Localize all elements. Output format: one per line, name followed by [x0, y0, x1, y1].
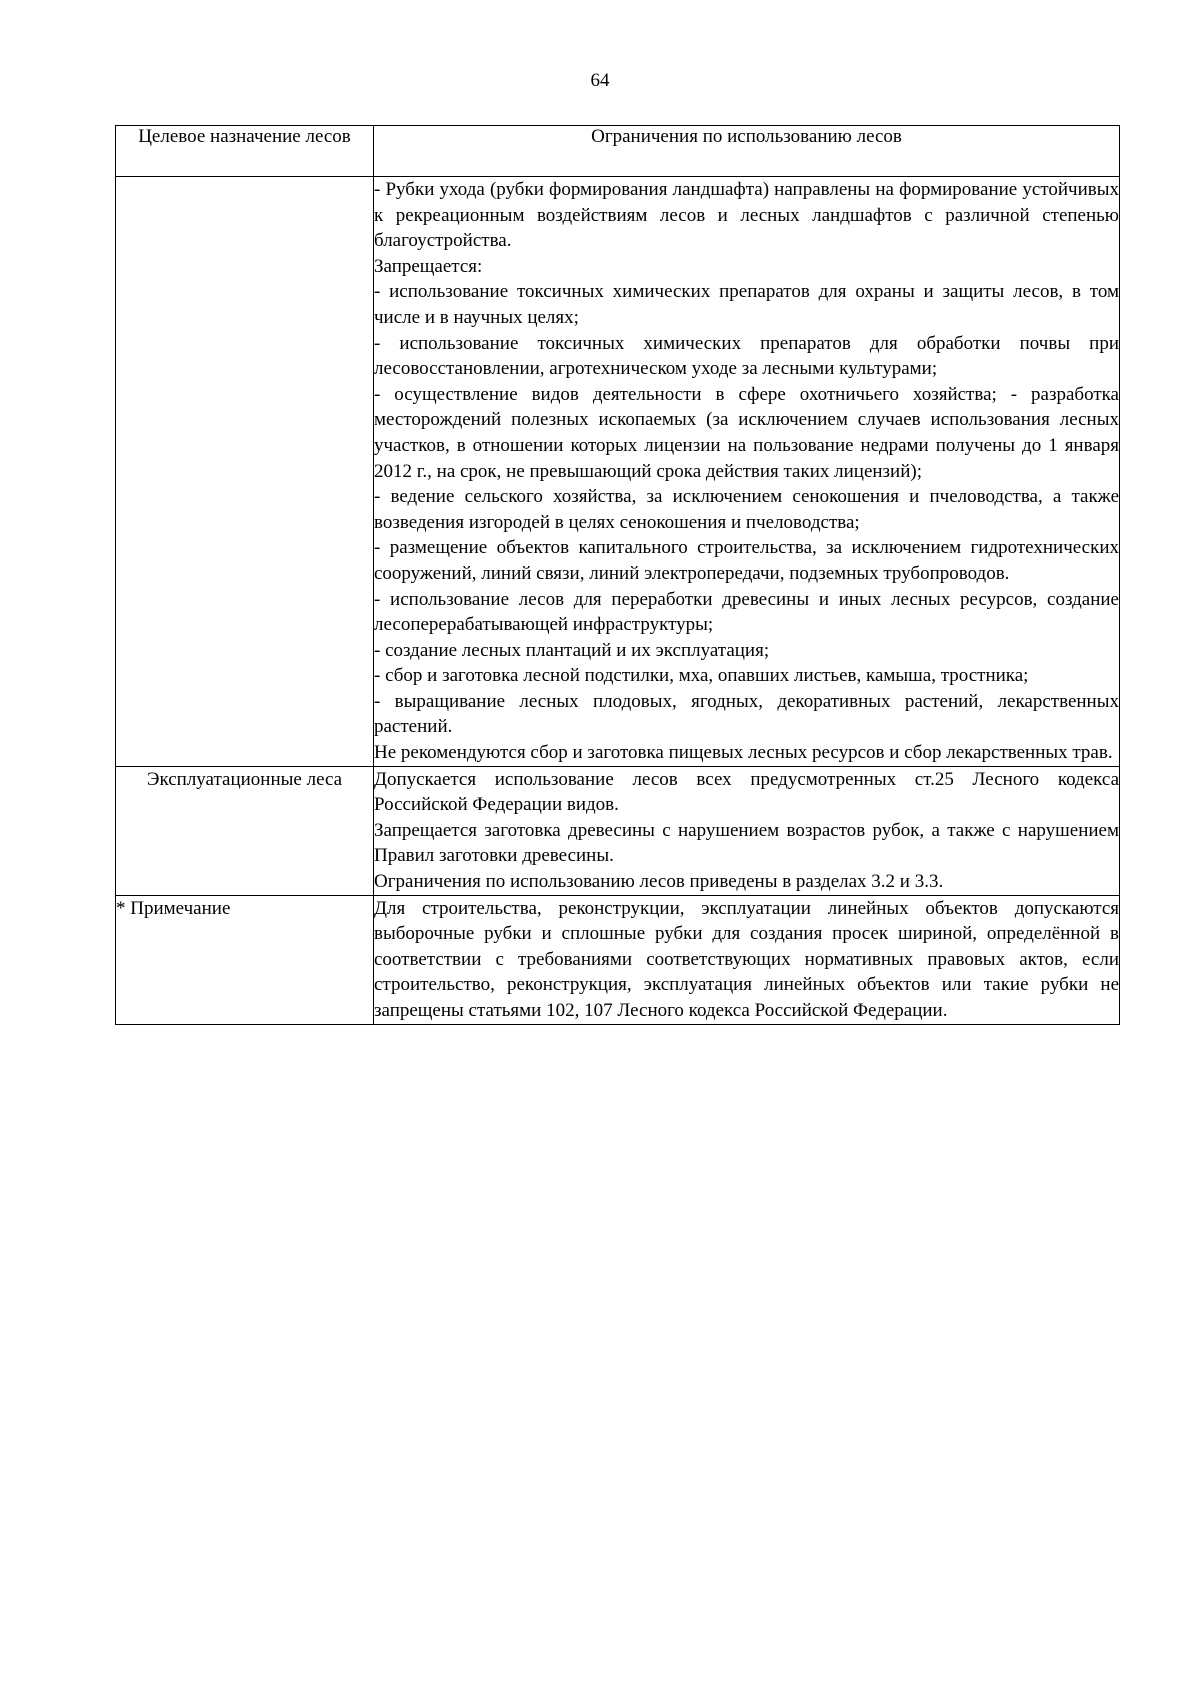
forest-restrictions-table [115, 125, 1120, 1025]
paragraph: - использование токсичных химических препаратов для охраны и защиты лесов, в том числе и в научных целях; [374, 281, 1119, 328]
paragraph: Запрещается: [374, 255, 483, 277]
header-restrictions: Ограничения по использованию лесов [374, 126, 1120, 177]
paragraph: - использование токсичных химических препаратов для обработки почвы при лесовосстановлении, агротехническом уходе за лесными культурами; [374, 332, 1119, 380]
row-restrictions [374, 177, 1120, 767]
paragraph: - Рубки ухода (рубки формирования ландшафта) направлены на формирование устойчивых к рекреационным воздействиям лесов и лесных ландшафтов с различной степенью благоустройства. [374, 179, 1119, 252]
paragraph: - сбор и заготовка лесной подстилки, мха, опавших листьев, камыша, тростника; [374, 665, 1029, 687]
row-note-text [374, 895, 1120, 1024]
paragraph: - выращивание лесных плодовых, ягодных, декоративных растений, лекарственных растений. [374, 690, 1119, 738]
paragraph: - создание лесных плантаций и их эксплуатация; [374, 639, 770, 661]
row-category [116, 177, 374, 767]
paragraph: Для строительства, реконструкции, эксплуатации линейных объектов допускаются выборочные рубки и сплошные рубки для создания просек шириной, определённой в соответствии с требованиями соответствующих нормативных правовых актов, если строительство, реконструкция, эксплуатация линейных объектов или такие рубки не запрещены статьями 102, 107 Лесного кодекса Российской Федерации. [374, 897, 1119, 1021]
table-row [116, 766, 1120, 895]
table-header-row [116, 126, 1120, 177]
paragraph: - размещение объектов капитального строительства, за исключением гидротехнических сооружений, линий связи, линий электропередачи, подземных трубопроводов. [374, 537, 1119, 584]
row-category-exploitation-forests: Эксплуатационные леса [116, 766, 374, 895]
header-forest-purpose: Целевое назначение лесов [116, 126, 374, 177]
paragraph: Допускается использование лесов всех предусмотренных ст.25 Лесного кодекса Российской Федерации видов. [374, 768, 1119, 816]
row-category-note: * Примечание [116, 895, 374, 1024]
table-row [116, 895, 1120, 1024]
table-row [116, 177, 1120, 767]
paragraph: - осуществление видов деятельности в сфере охотничьего хозяйства; - разработка месторождений полезных ископаемых (за исключением случаев использования лесных участков, в отношении которых лицензии на пользование недрами получены до 1 января 2012 г., на срок, не превышающий срока действия таких лицензий); [374, 383, 1119, 482]
row-restrictions [374, 766, 1120, 895]
paragraph: Не рекомендуются сбор и заготовка пищевых лесных ресурсов и сбор лекарственных трав. [374, 742, 1113, 764]
paragraph: Ограничения по использованию лесов приведены в разделах 3.2 и 3.3. [374, 871, 944, 893]
paragraph: - использование лесов для переработки древесины и иных лесных ресурсов, создание лесоперерабатывающей инфраструктуры; [374, 588, 1119, 636]
paragraph: Запрещается заготовка древесины с нарушением возрастов рубок, а также с нарушением Правил заготовки древесины. [374, 819, 1119, 867]
page-number: 64 [590, 70, 610, 91]
paragraph: - ведение сельского хозяйства, за исключением сенокошения и пчеловодства, а также возведения изгородей в целях сенокошения и пчеловодства; [374, 486, 1119, 533]
